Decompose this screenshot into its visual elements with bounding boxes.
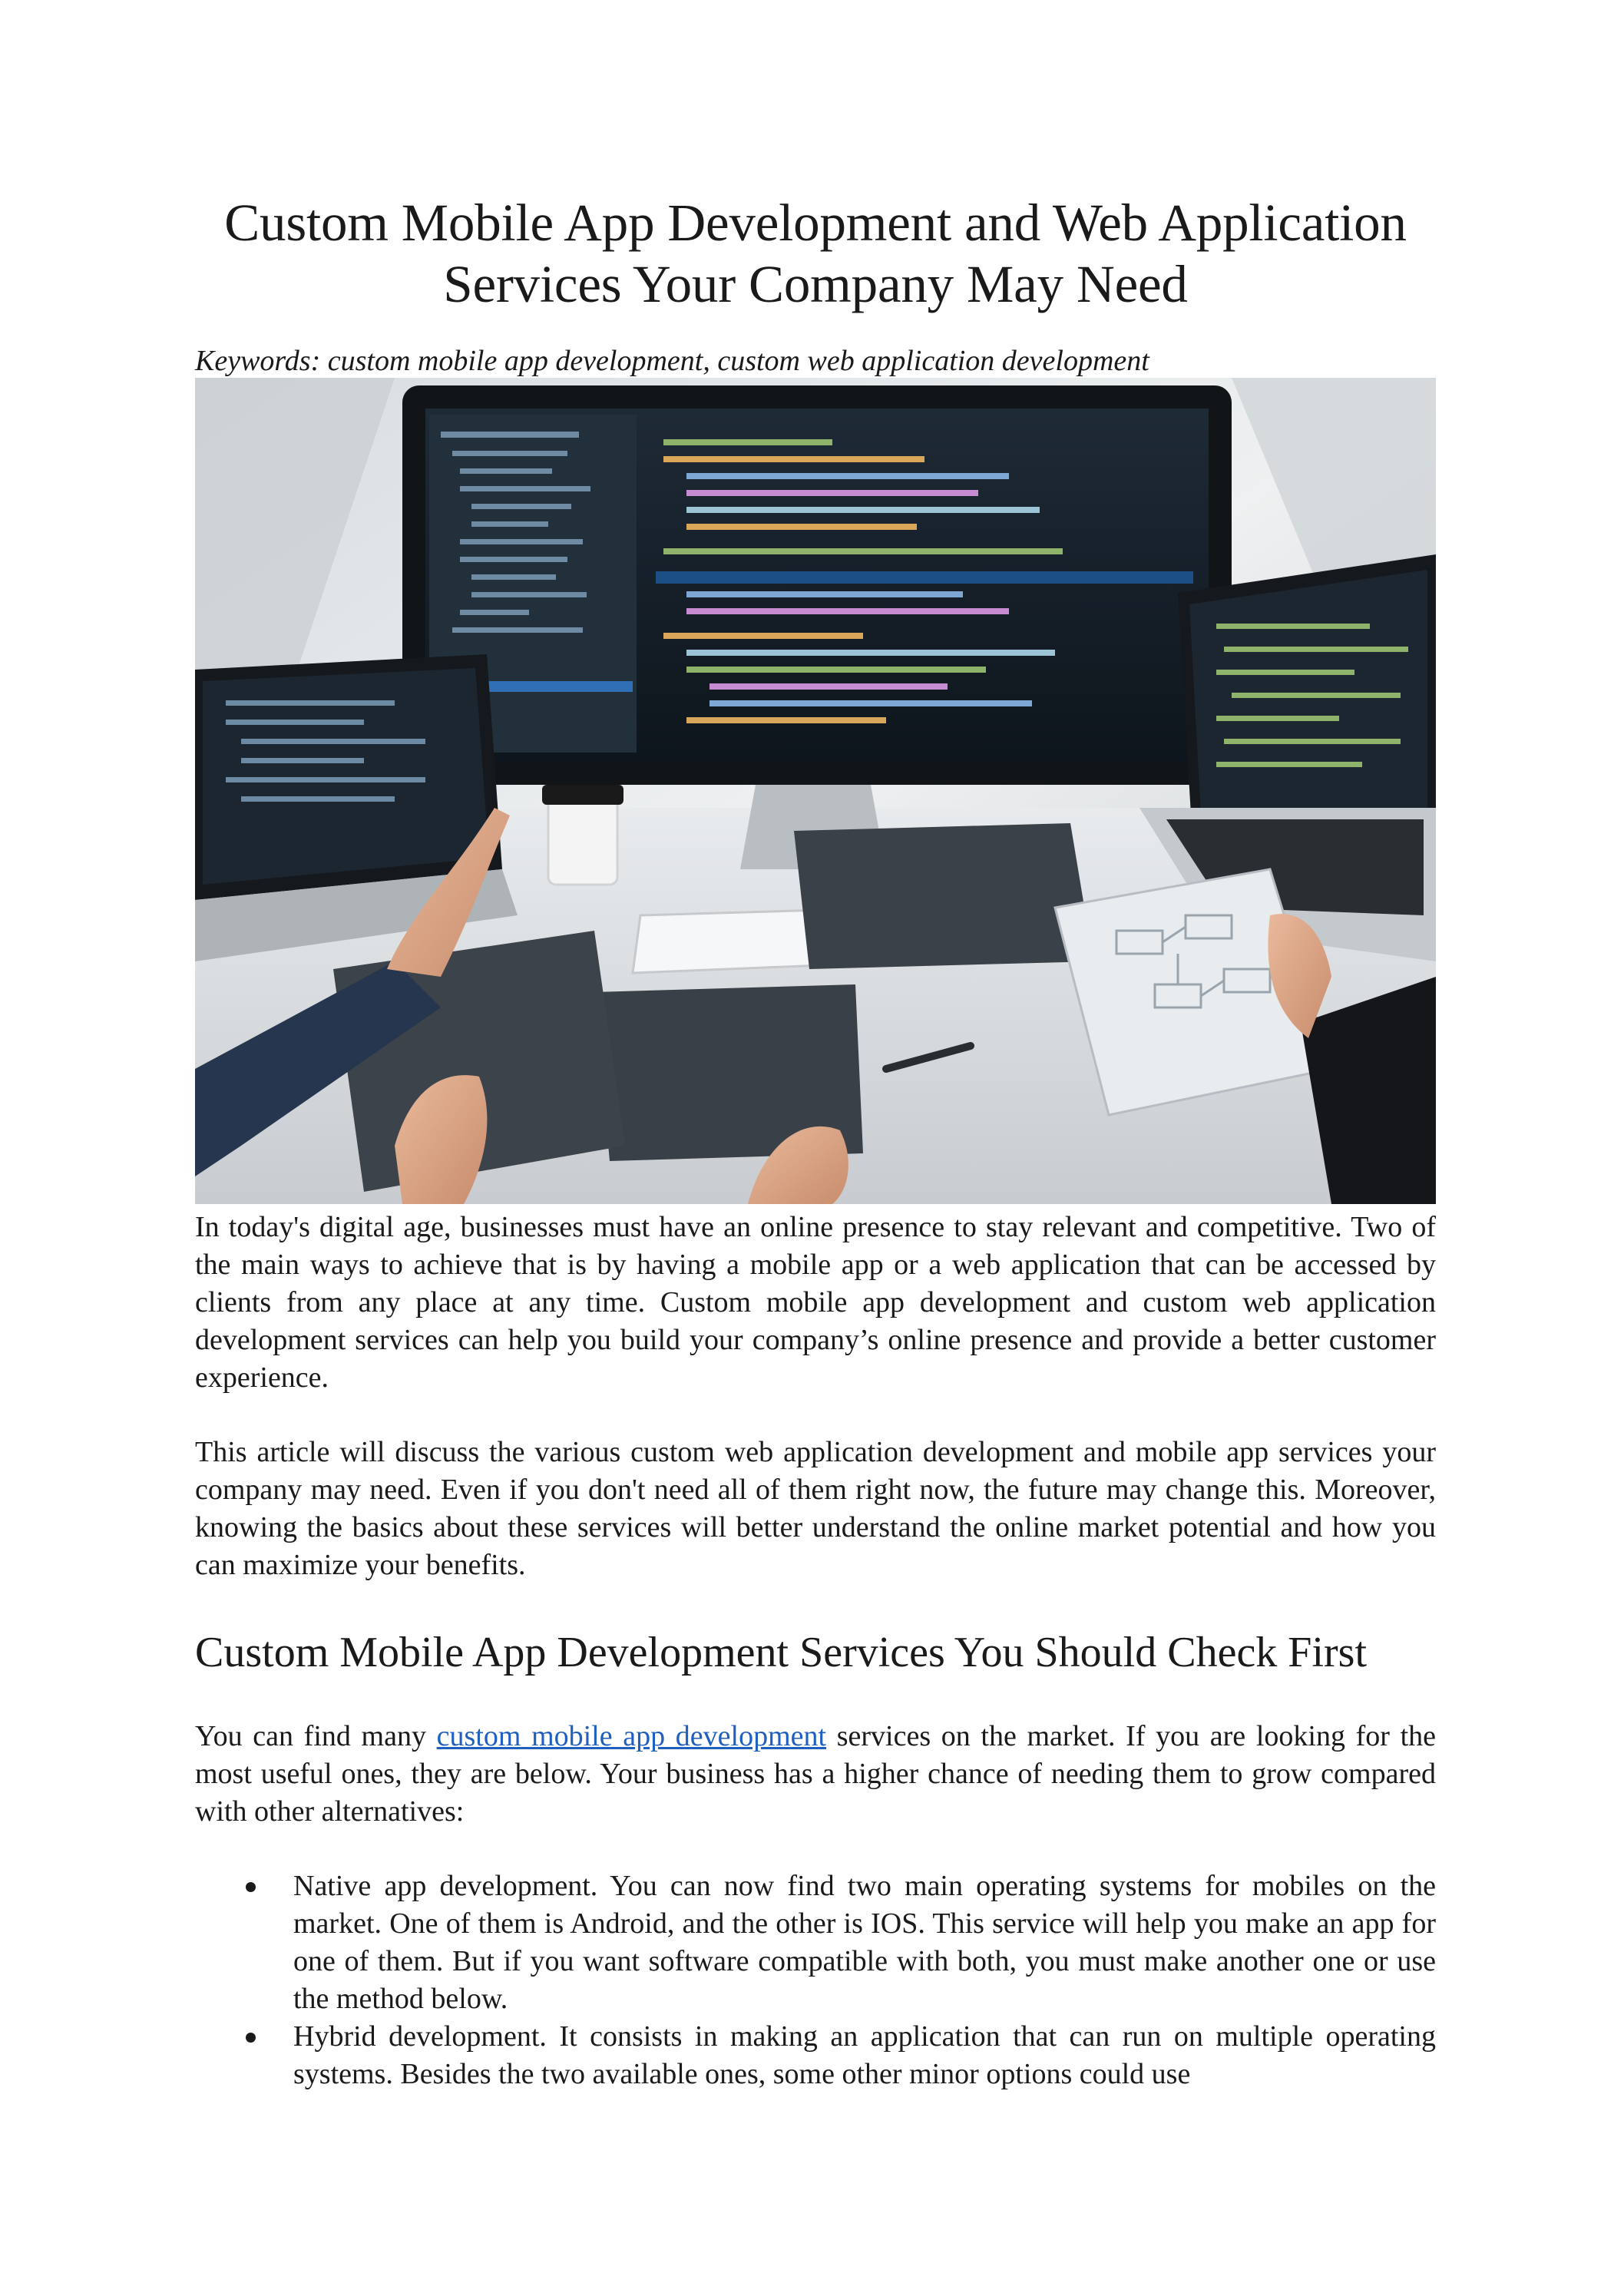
services-bullet-list: [195, 1868, 1436, 2093]
custom-mobile-app-development-link[interactable]: custom mobile app development: [436, 1720, 827, 1752]
keywords-line: Keywords: custom mobile app development, custom web application development: [195, 345, 1149, 377]
intro-paragraph: In today's digital age, businesses must have an online presence to stay relevant and competitive. Two of the main ways to achieve that is by having a mobile app or a web application that can be accessed by clients from any place at any time. Custom mobile app development and custom web application development services can help you build your company’s online presence and provide a better customer experience.: [195, 1211, 1436, 1394]
services-intro-text-after-link: services on the market. If you are looking for the most useful ones, they are below. Your business has a higher chance of needing them to grow compared with other alternatives:: [195, 1720, 1436, 1828]
bullet-icon: [246, 2033, 256, 2043]
hero-image: [195, 378, 1436, 1204]
section-heading: Custom Mobile App Development Services You Should Check First: [195, 1629, 1367, 1676]
page-title: Custom Mobile App Development and Web Application Services Your Company May Need: [224, 194, 1407, 313]
article-overview-paragraph: This article will discuss the various custom web application development and mobile app services your company may need. Even if you don't need all of them right now, the future may change this. Moreover, knowing the basics about these services will better understand the online market potential and how you can maximize your benefits.: [195, 1436, 1436, 1581]
services-intro-text-before-link: You can find many: [195, 1720, 437, 1752]
bullet-text-native-app: Native app development. You can now find two main operating systems for mobiles on the market. One of them is Android, and the other is IOS. This service will help you make an app for one of them. But if you want software compatible with both, you must make another one or use the method below.: [293, 1870, 1436, 2015]
list-item: [195, 1868, 1436, 2018]
document-content: [195, 192, 1436, 2093]
list-item: [195, 2018, 1436, 2093]
services-intro-paragraph: [195, 1718, 1436, 1831]
bullet-icon: [246, 1882, 256, 1892]
bullet-text-hybrid: Hybrid development. It consists in making an application that can run on multiple operating systems. Besides the two available ones, some other minor options could use: [293, 2020, 1436, 2090]
